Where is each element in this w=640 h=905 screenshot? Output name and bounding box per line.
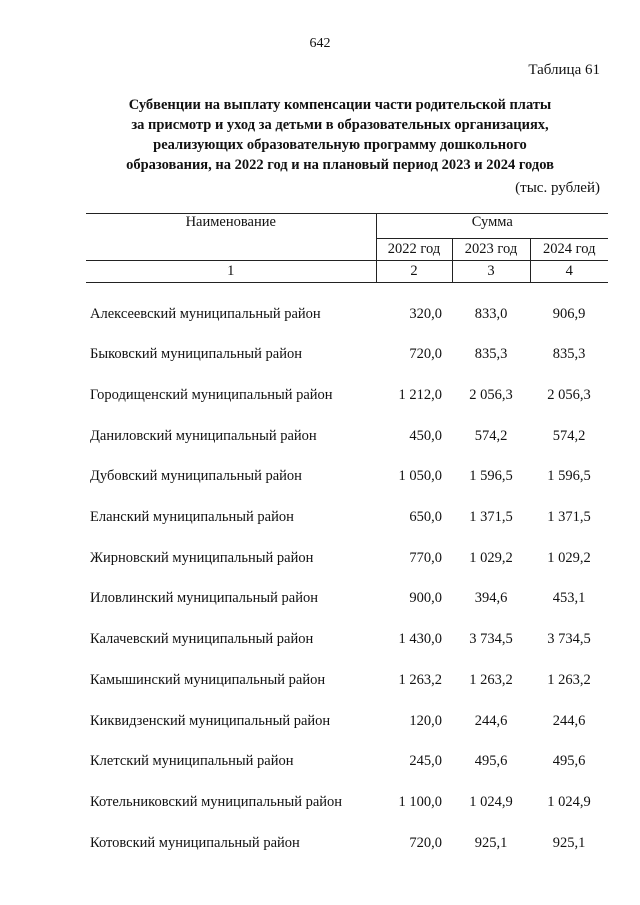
value-2023: 3 734,5 [469,631,513,648]
value-2024: 835,3 [552,346,586,363]
value-2023: 394,6 [474,590,508,607]
row-name: Еланский муниципальный район [90,509,294,526]
table-row [86,741,608,782]
value-2024: 1 371,5 [547,509,591,526]
value-2023: 244,6 [474,712,508,729]
value-2022: 450,0 [409,427,442,444]
table-row [86,579,608,620]
value-2024: 453,1 [552,590,586,607]
value-2024: 925,1 [552,834,586,851]
column-number: 2 [376,261,452,283]
value-2023: 1 029,2 [469,549,513,566]
row-name: Городищенский муниципальный район [90,387,333,404]
table-row [86,823,608,864]
row-name: Клетский муниципальный район [90,753,294,770]
row-name: Быковский муниципальный район [90,346,302,363]
page-number: 642 [309,36,331,51]
row-name: Алексеевский муниципальный район [90,305,321,322]
value-2024: 1 029,2 [547,549,591,566]
value-2022: 650,0 [409,509,442,526]
column-number: 4 [530,261,608,283]
title-line: за присмотр и уход за детьми в образовательных организациях, [131,117,549,133]
value-2024: 3 734,5 [547,631,591,648]
value-2023: 833,0 [474,305,508,322]
value-2023: 1 024,9 [469,793,513,810]
value-2022: 320,0 [409,305,442,322]
value-2023: 1 263,2 [469,671,513,688]
units-label: (тыс. рублей) [515,180,600,196]
row-name: Камышинский муниципальный район [90,671,326,688]
header-year-2023: 2023 год [452,239,530,261]
value-2024: 1 263,2 [547,671,591,688]
value-2022: 1 430,0 [398,631,442,648]
header-sum: Сумма [376,214,608,239]
value-2023: 1 596,5 [469,468,513,485]
title-line: Субвенции на выплату компенсации части родительской платы [128,97,552,113]
value-2024: 1 024,9 [547,793,591,810]
value-2024: 574,2 [552,427,586,444]
value-2024: 244,6 [552,712,586,729]
table-row [86,375,608,416]
value-2024: 906,9 [552,305,586,322]
table-row [86,701,608,742]
table-row [86,416,608,457]
column-number: 3 [452,261,530,283]
value-2022: 720,0 [409,346,442,363]
row-name: Дубовский муниципальный район [90,468,302,485]
title-line: реализующих образовательную программу дошкольного [153,137,527,153]
header-name: Наименование [86,214,376,261]
column-number: 1 [86,261,376,283]
row-name: Жирновский муниципальный район [90,549,314,566]
row-name: Котовский муниципальный район [90,834,300,851]
row-name: Калачевский муниципальный район [90,631,314,648]
row-name: Котельниковский муниципальный район [90,793,343,810]
table-label: Таблица 61 [528,62,600,78]
value-2023: 1 371,5 [469,509,513,526]
value-2022: 770,0 [409,549,442,566]
title-line: образования, на 2022 год и на плановый период 2023 и 2024 годов [126,157,554,173]
row-name: Киквидзенский муниципальный район [90,712,331,729]
value-2023: 925,1 [474,834,508,851]
value-2023: 2 056,3 [469,387,513,404]
table-row [86,335,608,376]
value-2022: 1 100,0 [398,793,442,810]
value-2022: 720,0 [409,834,442,851]
value-2024: 2 056,3 [547,387,591,404]
value-2022: 1 263,2 [398,671,442,688]
value-2023: 835,3 [474,346,508,363]
value-2022: 1 050,0 [398,468,442,485]
value-2023: 574,2 [474,427,508,444]
header-year-2022: 2022 год [376,239,452,261]
value-2022: 900,0 [409,590,442,607]
table-row [86,283,608,335]
table-row [86,457,608,498]
value-2022: 1 212,0 [398,387,442,404]
table-row [86,619,608,660]
table-row [86,538,608,579]
value-2024: 495,6 [552,753,586,770]
table-row [86,497,608,538]
value-2023: 495,6 [474,753,508,770]
value-2022: 245,0 [409,753,442,770]
document-title [80,95,600,175]
value-2022: 120,0 [409,712,442,729]
row-name: Даниловский муниципальный район [90,427,317,444]
value-2024: 1 596,5 [547,468,591,485]
header-year-2024: 2024 год [530,239,608,261]
row-name: Иловлинский муниципальный район [90,590,318,607]
table-row [86,660,608,701]
table-row [86,782,608,823]
subsidy-table [86,213,608,863]
